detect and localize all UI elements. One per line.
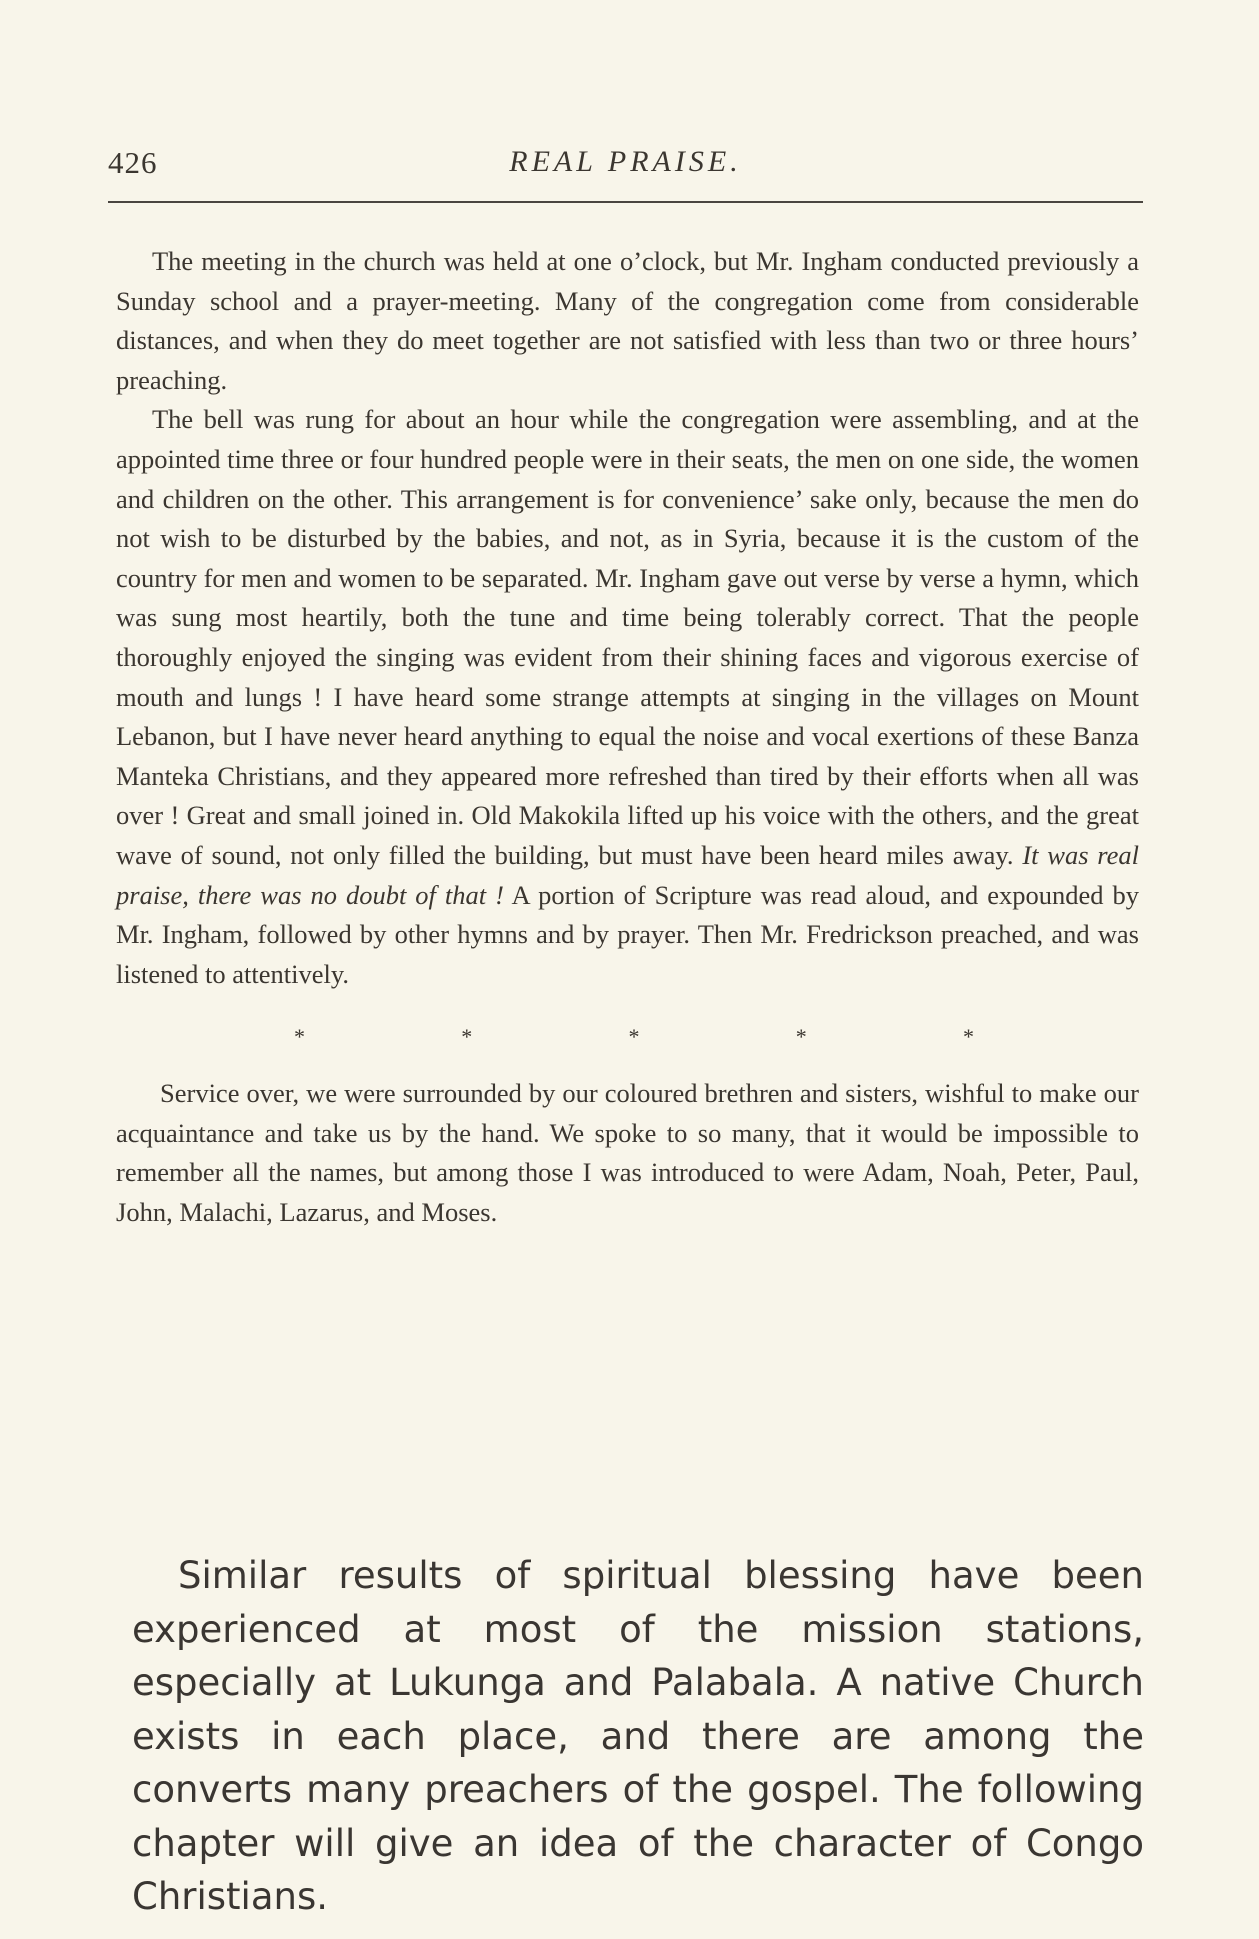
header-rule <box>108 201 1143 203</box>
italic-exclamation: It was real praise, there was no doubt of that ! <box>116 839 1140 910</box>
quote-paragraph-1: The meeting in the church was held at one o’clock, but Mr. Ingham conducted previously a Sunday school and a prayer-meeting. Many of the congregation come from considerable distances, and when they do meet together are not satisfied with less than two or three hours’ preaching. <box>116 246 1139 395</box>
page-header <box>108 145 1143 185</box>
page-number: 426 <box>108 145 158 180</box>
separator-star: * <box>795 1024 807 1050</box>
separator-star: * <box>628 1024 640 1050</box>
quote-paragraph-3: Service over, we were surrounded by our coloured brethren and sisters, wishful to make our acquaintance and take us by the hand. We spoke to so many, that it would be impossible to remember all the names, but among those I was introduced to were Adam, Noah, Peter, Paul, John, Malachi, Lazarus, and Moses. <box>116 1078 1139 1228</box>
quote-paragraph-2 <box>116 400 1139 994</box>
summary-paragraph: Similar results of spiritual blessing have been experienced at most of the mission stations, especially at Lukunga and Palabala. A native Church exists in each place, and there are among the converts many preachers of the gospel. The following chapter will give an idea of the character of Congo Christians. <box>132 1554 1144 1918</box>
separator-star: * <box>963 1024 974 1050</box>
quote-paragraph-2-text: The bell was rung for about an hour while the congregation were assembling, and at the appointed time three or four hundred people were in their seats, the men on one side, the women and children on the other. This arrangement is for convenience’ sake only, because the men do not wish to be disturbed by the babies, and not, as in Syria, because it is the custom of the country for men and women to be separated. Mr. Ingham gave out verse by verse a hymn, which was sung most heartily, both the tune and time being tolerably correct. That the people thoroughly enjoyed the singing was evident from their shining faces and vigorous exercise of mouth and lungs ! I have heard some strange attempts at singing in the villages on Mount Lebanon, but I have never heard anything to equal the noise and vocal exertions of these Banza Manteka Christians, and they appeared more refreshed than tired by their efforts when all was over ! Great and small joined in. Old Makokila lifted up his voice with the others, and the great wave of sound, not only filled the building, but must have been heard miles away. <box>116 404 1139 870</box>
quote-paragraph-2-continuation: A portion of Scripture was read aloud, and expounded by Mr. Ingham, followed by other hymns and by prayer. Then Mr. Fredrickson preached, and was listened to attentively. <box>116 879 1139 989</box>
quoted-passage <box>116 242 1139 1233</box>
separator-star: * <box>294 1024 305 1050</box>
section-separator <box>294 1022 974 1052</box>
separator-star: * <box>461 1024 473 1050</box>
running-head: REAL PRAISE. <box>509 145 742 178</box>
summary-passage <box>132 1549 1144 1924</box>
